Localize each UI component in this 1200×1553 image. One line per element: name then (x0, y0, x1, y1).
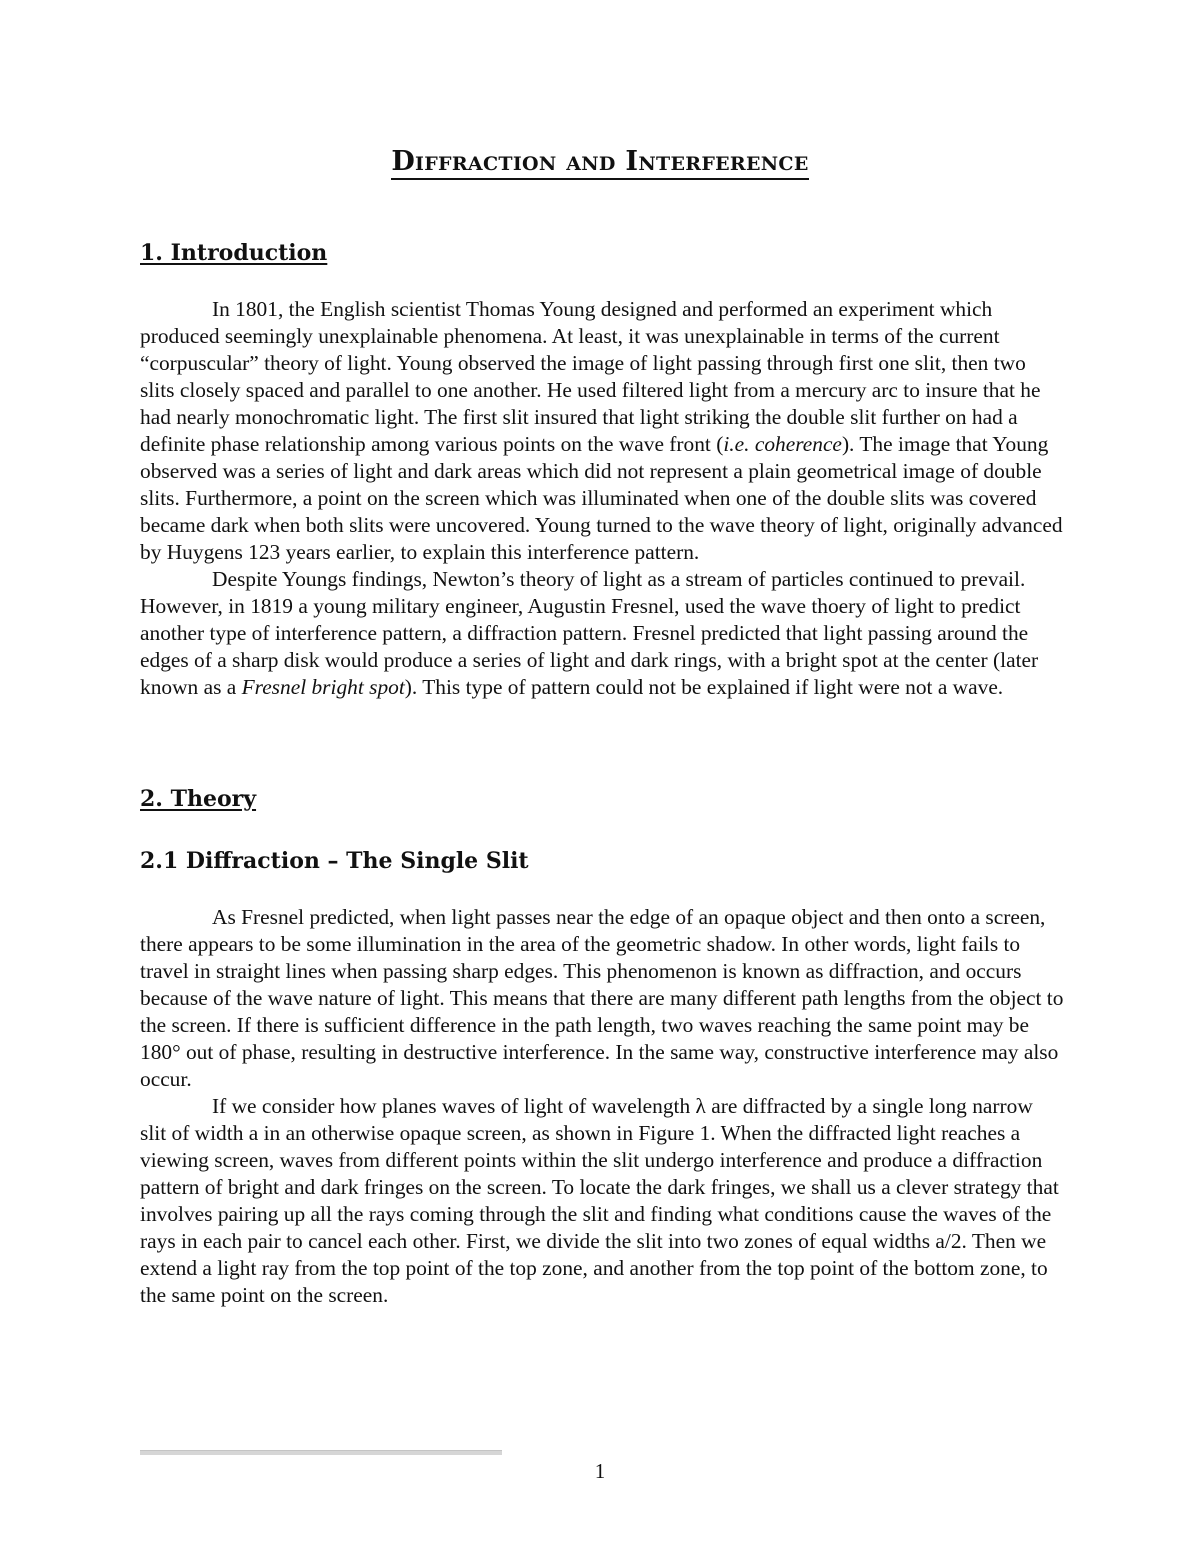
coherence-emphasis: i.e. coherence (723, 432, 842, 456)
document-title-text: Diffraction and Interference (391, 146, 808, 180)
introduction-paragraph-1-text-b: ). The image that Young observed was a series of light and dark areas which did not represent a plain geometrical image of double slits. Furthermore, a point on the screen which was illuminated when one of the double slits was covered became dark when both slits were uncovered. Young turned to the wave theory of light, originally advanced by Huygens 123 years earlier, to explain this interference pattern. (140, 432, 1063, 564)
section-heading-theory: 2. Theory (140, 786, 257, 812)
theory-paragraph-1: As Fresnel predicted, when light passes near the edge of an opaque object and then onto a screen, there appears to be some illumination in the area of the geometric shadow. In other words, light fails to travel in straight lines when passing sharp edges. This phenomenon is known as diffraction, and occurs because of the wave nature of light. This means that there are many different path lengths from the object to the screen. If there is sufficient difference in the path length, two waves reaching the same point may be 180° out of phase, resulting in destructive interference. In the same way, constructive interference may also occur. (140, 905, 1064, 1091)
introduction-paragraph-1 (140, 296, 1064, 566)
introduction-paragraph-1-text-a: In 1801, the English scientist Thomas Young designed and performed an experiment which produced seemingly unexplainable phenomena. At least, it was unexplainable in terms of the current “corpuscular” theory of light. Young observed the image of light passing through first one slit, then two slits closely spaced and parallel to one another. He used filtered light from a mercury arc to insure that he had nearly monochromatic light. The first slit insured that light striking the double slit further on had a definite phase relationship among various points on the wave front ( (140, 297, 1041, 456)
introduction-paragraph-2-text-a: Despite Youngs findings, Newton’s theory of light as a stream of particles continued to prevail. However, in 1819 a young military engineer, Augustin Fresnel, used the wave thoery of light to predict another type of interference pattern, a diffraction pattern. Fresnel predicted that light passing around the edges of a sharp disk would produce a series of light and dark rings, with a bright spot at the center (later known as a (140, 567, 1039, 699)
section-heading-introduction: 1. Introduction (140, 240, 328, 266)
introduction-body (140, 296, 1064, 701)
theory-paragraph-2: If we consider how planes waves of light of wavelength λ are diffracted by a single long narrow slit of width a in an otherwise opaque screen, as shown in Figure 1. When the diffracted light reaches a viewing screen, waves from different points within the slit undergo interference and produce a diffraction pattern of bright and dark fringes on the screen. To locate the dark fringes, we shall us a clever strategy that involves pairing up all the rays coming through the slit and finding what conditions cause the waves of the rays in each pair to cancel each other. First, we divide the slit into two zones of equal widths a/2. Then we extend a light ray from the top point of the top zone, and another from the top point of the bottom zone, to the same point on the screen. (140, 1094, 1059, 1307)
subsection-heading-single-slit: 2.1 Diffraction – The Single Slit (140, 848, 529, 874)
introduction-paragraph-2 (140, 566, 1064, 701)
fresnel-bright-spot-emphasis: Fresnel bright spot (241, 675, 405, 699)
introduction-paragraph-2-text-b: ). This type of pattern could not be explained if light were not a wave. (404, 675, 1004, 699)
page-number: 1 (594, 1459, 606, 1483)
document-title (0, 142, 1200, 182)
theory-body (140, 904, 1064, 1309)
footnote-separator (140, 1450, 502, 1455)
